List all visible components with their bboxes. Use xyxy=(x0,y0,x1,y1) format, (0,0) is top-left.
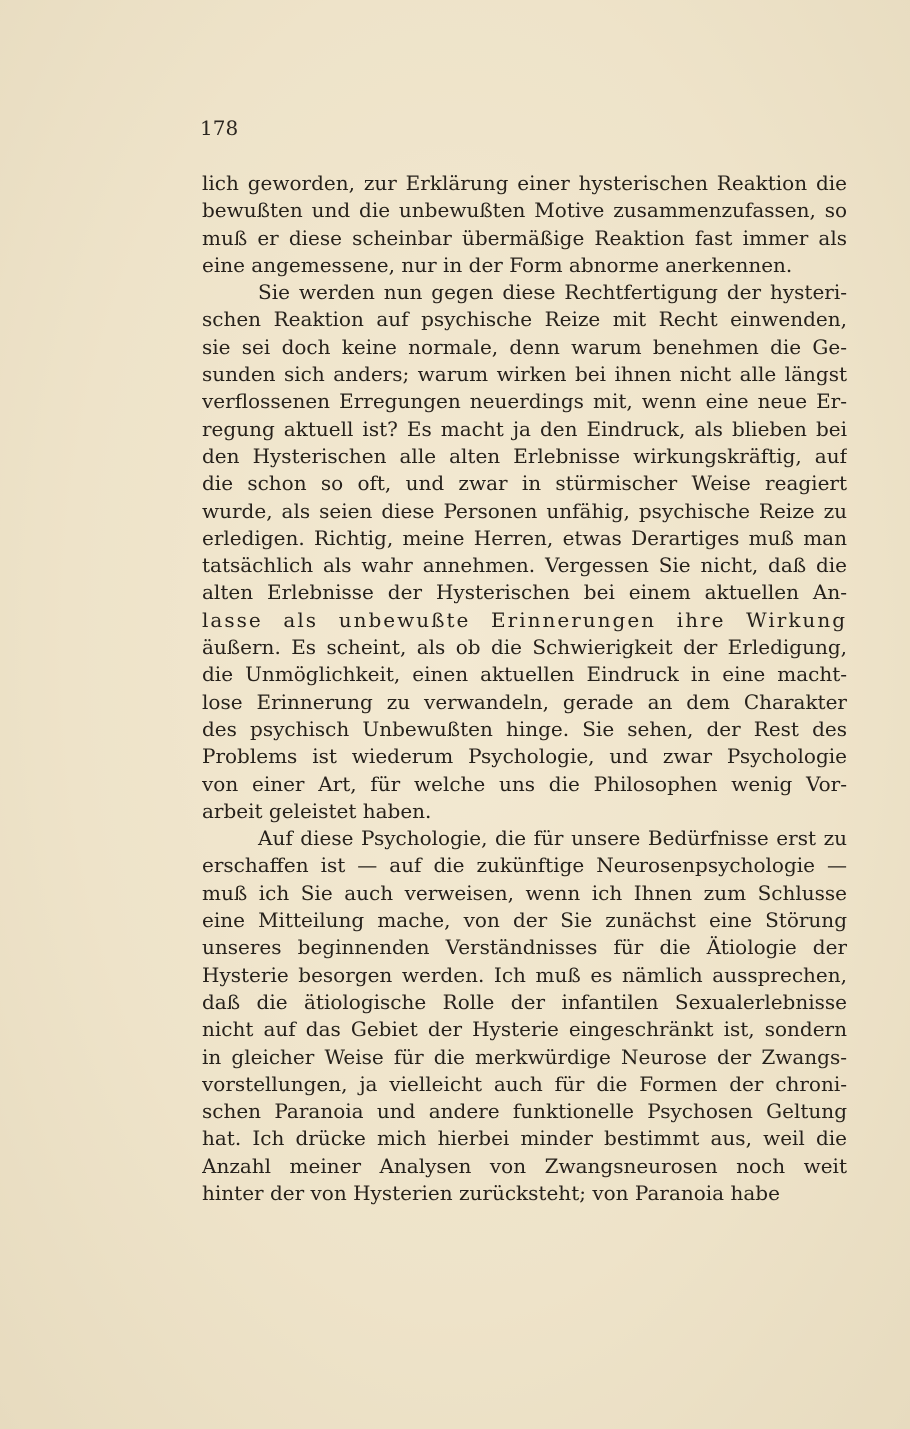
page-number: 178 xyxy=(200,116,239,140)
text-line: tatsächlich als wahr annehmen. Vergessen Sie nicht, daß die xyxy=(202,553,847,578)
text-line: hat. Ich drücke mich hierbei minder bestimmt aus, weil die xyxy=(202,1126,847,1151)
text-line: alten Erlebnisse der Hysterischen bei einem aktuellen An- xyxy=(202,580,847,605)
text-line: bewußten und die unbewußten Motive zusammenzufassen, so xyxy=(202,198,847,223)
text-line: Anzahl meiner Analysen von Zwangsneurosen noch weit xyxy=(202,1153,847,1178)
text-line: eine Mitteilung mache, von der Sie zunächst eine Störung xyxy=(202,908,847,933)
text-line: lose Erinnerung zu verwandeln, gerade an dem Charakter xyxy=(202,689,847,714)
text-line: daß die ätiologische Rolle der infantilen Sexualerlebnisse xyxy=(202,989,847,1014)
text-line: wurde, als seien diese Personen unfähig, psychische Reize zu xyxy=(202,498,847,523)
text-line: die schon so oft, und zwar in stürmischer Weise reagiert xyxy=(202,471,847,496)
text-line: regung aktuell ist? Es macht ja den Eindruck, als blieben bei xyxy=(202,416,847,441)
text-line: lich geworden, zur Erklärung einer hysterischen Reaktion die xyxy=(202,171,847,195)
text-line: schen Paranoia und andere funktionelle Psychosen Geltung xyxy=(202,1099,847,1124)
text-line: in gleicher Weise für die merkwürdige Neurose der Zwangs- xyxy=(202,1044,847,1069)
text-line: arbeit geleistet haben. xyxy=(202,798,432,823)
text-line: des psychisch Unbewußten hinge. Sie sehen, der Rest des xyxy=(202,716,847,741)
text-line: hinter der von Hysterien zurücksteht; von Paranoia habe xyxy=(202,1180,780,1205)
text-line: nicht auf das Gebiet der Hysterie eingeschränkt ist, sondern xyxy=(202,1017,847,1042)
text-line: eine angemessene, nur in der Form abnorme anerkennen. xyxy=(202,252,793,277)
text-line: verflossenen Erregungen neuerdings mit, wenn eine neue Er- xyxy=(202,389,847,414)
text-line: lasse als unbewußte Erinnerungen ihre Wirkung xyxy=(202,607,847,632)
text-line: erschaffen ist — auf die zukünftige Neurosenpsychologie — xyxy=(202,853,847,878)
text-line: schen Reaktion auf psychische Reize mit Recht einwenden, xyxy=(202,307,847,332)
text-line: muß ich Sie auch verweisen, wenn ich Ihnen zum Schlusse xyxy=(202,880,847,905)
text-line: Auf diese Psychologie, die für unsere Bedürfnisse erst zu xyxy=(258,826,847,851)
text-line: Sie werden nun gegen diese Rechtfertigung der hysteri- xyxy=(258,280,847,305)
text-line: von einer Art, für welche uns die Philosophen wenig Vor- xyxy=(202,771,847,796)
text-line: muß er diese scheinbar übermäßige Reaktion fast immer als xyxy=(202,225,847,250)
text-line: Problems ist wiederum Psychologie, und zwar Psychologie xyxy=(202,744,847,769)
text-line: äußern. Es scheint, als ob die Schwierigkeit der Erledigung, xyxy=(202,635,847,660)
text-line: unseres beginnenden Verständnisses für die Ätiologie der xyxy=(202,935,847,960)
text-line: die Unmöglichkeit, einen aktuellen Eindruck in eine macht- xyxy=(202,662,847,687)
text-line: den Hysterischen alle alten Erlebnisse wirkungskräftig, auf xyxy=(202,443,847,468)
text-line: Hysterie besorgen werden. Ich muß es nämlich aussprechen, xyxy=(202,962,847,987)
text-line: sie sei doch keine normale, denn warum benehmen die Ge- xyxy=(202,334,847,359)
text-line: erledigen. Richtig, meine Herren, etwas Derartiges muß man xyxy=(202,525,847,550)
text-line: vorstellungen, ja vielleicht auch für die Formen der chroni- xyxy=(202,1071,847,1096)
text-line: sunden sich anders; warum wirken bei ihnen nicht alle längst xyxy=(202,362,847,387)
body-text xyxy=(202,170,847,1207)
